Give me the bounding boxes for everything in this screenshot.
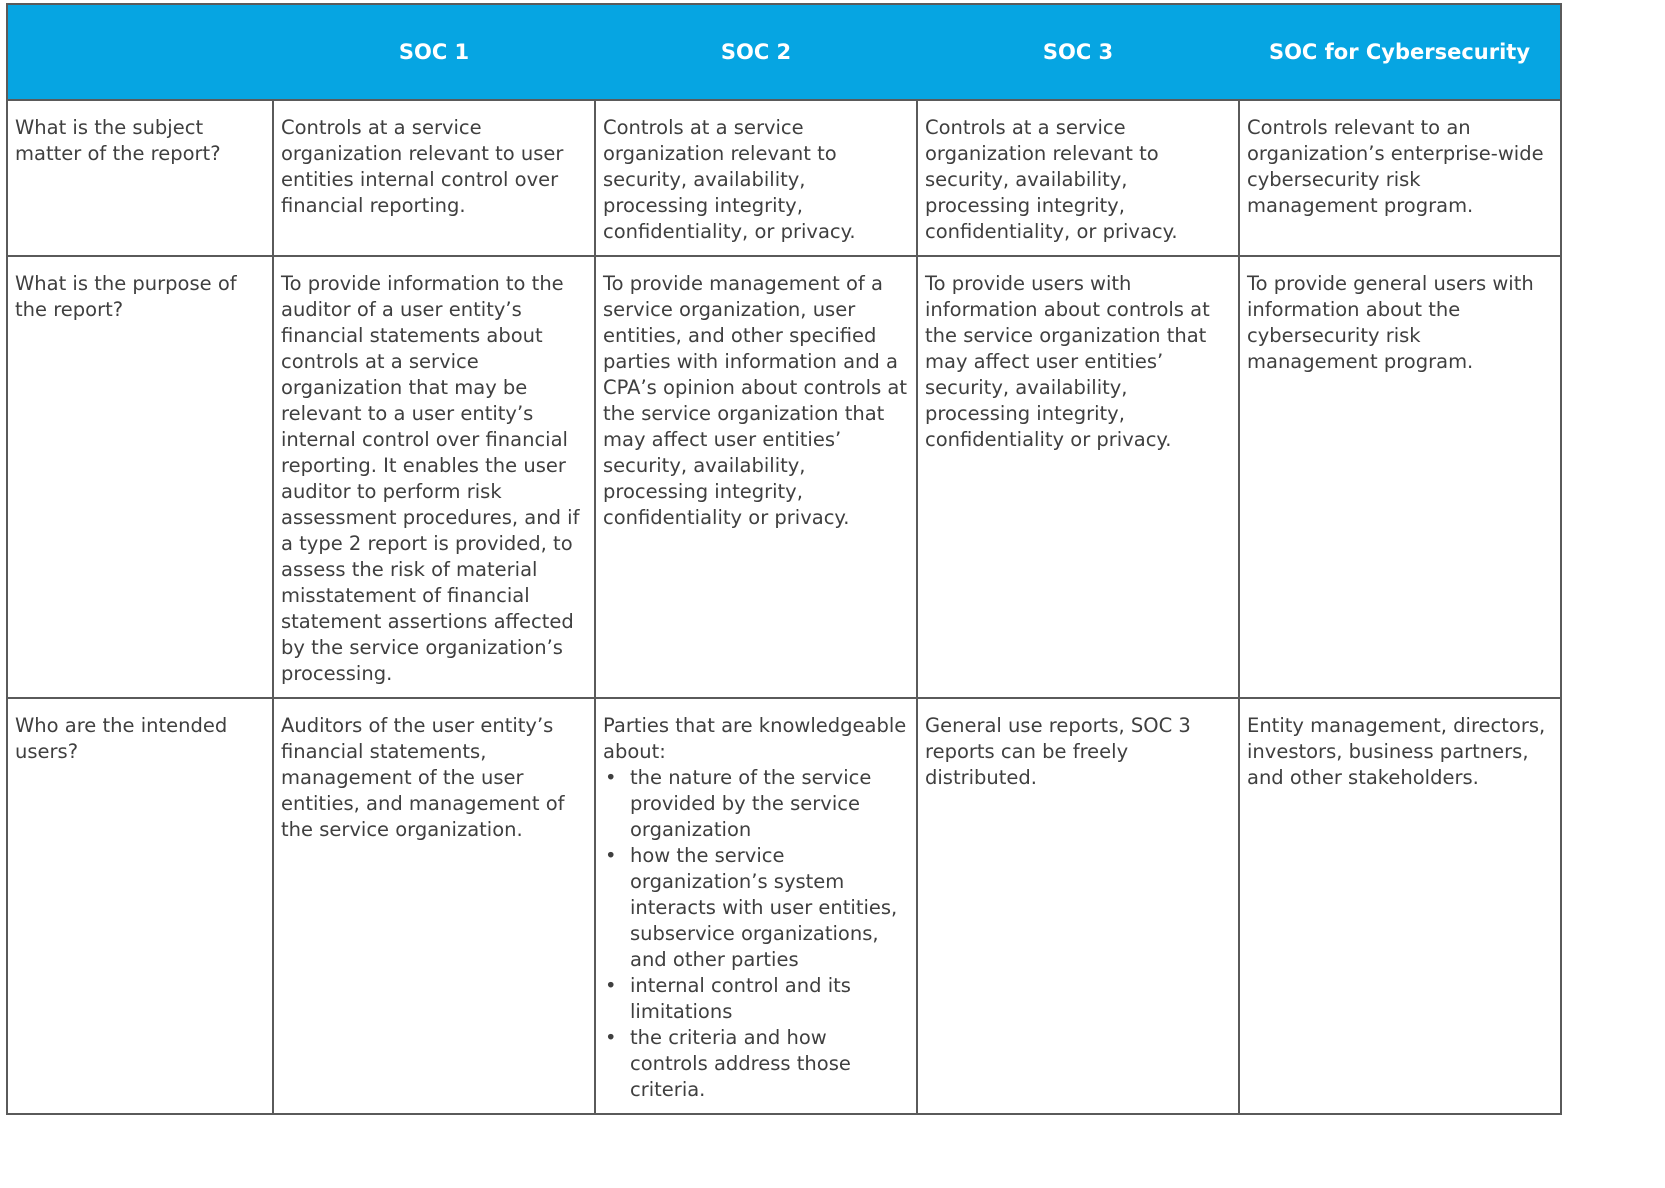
cell-soc-cybersecurity: Entity management, directors, investors, business partners, and other stakeholders. xyxy=(1239,698,1561,1114)
cell-soc-3: General use reports, SOC 3 reports can be freely distributed. xyxy=(917,698,1239,1114)
cell-soc-2 xyxy=(595,698,917,1114)
row-question: What is the purpose of the report? xyxy=(7,256,273,698)
soc-comparison-table xyxy=(6,3,1562,1115)
cell-soc-3: To provide users with information about controls at the service organization that may affect user entities’ security, availability, processing integrity, confidentiality or privacy. xyxy=(917,256,1239,698)
row-question: What is the subject matter of the report? xyxy=(7,100,273,256)
bullet-icon: • xyxy=(605,766,617,789)
list-item-text: internal control and its limitations xyxy=(630,974,851,1023)
cell-soc-1: Controls at a service organization relevant to user entities internal control over financial reporting. xyxy=(273,100,595,256)
table-header xyxy=(7,4,1561,100)
bullet-icon: • xyxy=(605,974,617,997)
list-item xyxy=(603,1025,910,1103)
row-question: Who are the intended users? xyxy=(7,698,273,1114)
list-item-text: the nature of the service provided by the service organization xyxy=(630,766,872,841)
list-item-text: the criteria and how controls address those criteria. xyxy=(630,1026,851,1101)
bullet-icon: • xyxy=(605,1026,617,1049)
cell-soc-cybersecurity: To provide general users with information about the cybersecurity risk management program. xyxy=(1239,256,1561,698)
table-row-subject-matter xyxy=(7,100,1561,256)
table-row-intended-users xyxy=(7,698,1561,1114)
header-soc-1: SOC 1 xyxy=(273,4,595,100)
cell-soc-2: To provide management of a service organization, user entities, and other specified parties with information and a CPA’s opinion about controls at the service organization that may affect user entities’ security, availability, processing integrity, confidentiality or privacy. xyxy=(595,256,917,698)
cell-soc-1: To provide information to the auditor of a user entity’s financial statements about controls at a service organization that may be relevant to a user entity’s internal control over financial reporting. It enables the user auditor to perform risk assessment procedures, and if a type 2 report is provided, to assess the risk of material misstatement of financial statement assertions affected by the service organization’s processing. xyxy=(273,256,595,698)
cell-soc-1: Auditors of the user entity’s financial statements, management of the user entities, and management of the service organization. xyxy=(273,698,595,1114)
list-item xyxy=(603,765,910,843)
header-empty xyxy=(7,4,273,100)
soc-2-users-list xyxy=(603,765,910,1103)
table-row-purpose xyxy=(7,256,1561,698)
cell-soc-2: Controls at a service organization relevant to security, availability, processing integrity, confidentiality, or privacy. xyxy=(595,100,917,256)
list-item xyxy=(603,973,910,1025)
list-item xyxy=(603,843,910,973)
cell-soc-cybersecurity: Controls relevant to an organization’s enterprise-wide cybersecurity risk management program. xyxy=(1239,100,1561,256)
header-soc-3: SOC 3 xyxy=(917,4,1239,100)
cell-soc-3: Controls at a service organization relevant to security, availability, processing integrity, confidentiality, or privacy. xyxy=(917,100,1239,256)
bullet-icon: • xyxy=(605,844,617,867)
soc-2-users-intro: Parties that are knowledgeable about: xyxy=(603,714,907,763)
header-soc-cybersecurity: SOC for Cybersecurity xyxy=(1239,4,1561,100)
header-row xyxy=(7,4,1561,100)
table-body xyxy=(7,100,1561,1114)
list-item-text: how the service organization’s system interacts with user entities, subservice organizations, and other parties xyxy=(630,844,898,971)
header-soc-2: SOC 2 xyxy=(595,4,917,100)
